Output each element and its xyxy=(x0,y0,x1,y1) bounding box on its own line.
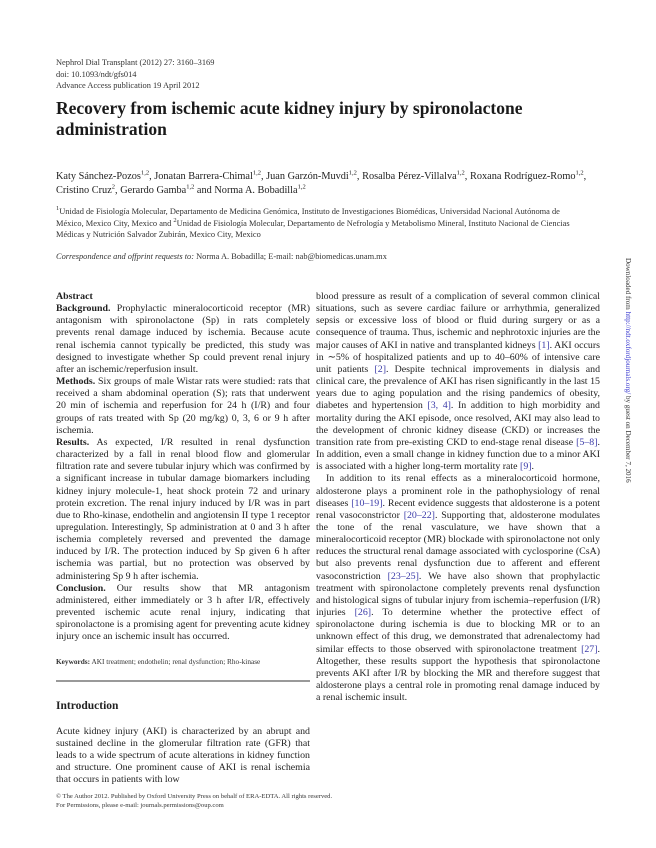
citation-link[interactable]: [20–22] xyxy=(403,509,435,521)
body-text: . Recent evidence suggests that aldosterone is a potent renal vasoconstrictor xyxy=(316,497,601,521)
correspondence-text: Norma A. Bobadilla; E-mail: nab@biomedicas.unam.mx xyxy=(194,252,387,261)
article-title: Recovery from ischemic acute kidney injury by spironolactone administration xyxy=(56,98,523,139)
body-text: . We have also shown that prophylactic treatment with spironolactone completely prevents renal dysfunction and histological signs of tubular injury from ischemia–reperfusion (I/R) injuries xyxy=(316,570,600,619)
background-text: Prophylactic mineralocorticoid receptor (MR) antagonism with spironolactone (Sp) in rats completely prevents renal damage induced by ischemia. Because acute renal ischemia cannot typically be predicted, this study was designed to investigate whether Sp could prevent renal injury after an ischemic/reperfusion insult. xyxy=(56,303,310,375)
correspondence xyxy=(56,252,387,261)
keywords-text: AKI treatment; endothelin; renal dysfunction; Rho-kinase xyxy=(90,656,261,666)
intro-paragraph xyxy=(316,473,600,704)
footer xyxy=(56,792,332,810)
author-affil-marker: 1,2 xyxy=(140,169,150,177)
results-label: Results. xyxy=(56,436,90,448)
citation-link[interactable]: [9] xyxy=(520,461,532,473)
body-text: blood pressure as result of a complication of several common clinical situations, such as severe cardiac failure or arrhythmia, generalized sepsis or excessive loss of blood or fluid during surgery or as a consequence of trauma. Thus, ischemic and nephrotoxic injuries are the major causes of AKI in native and transplanted kidneys xyxy=(316,291,600,351)
intro-paragraph xyxy=(316,291,600,473)
author-affil-marker: 1,2 xyxy=(456,169,465,177)
journal-header xyxy=(56,57,214,92)
left-column xyxy=(56,291,310,787)
abstract-heading: Abstract xyxy=(56,291,93,302)
body-text: . Altogether, these results support the hypothesis that spironolactone prevents AKI after I/R by blocking the MR and therefore suggest that aldosterone plays a central role in promoting renal damage induced by a renal ischemic insult. xyxy=(316,643,600,704)
doi: doi: 10.1093/ndt/gfs014 xyxy=(56,69,137,79)
body-text: In addition to its renal effects as a mineralocorticoid hormone, aldosterone plays a prominent role in the pathophysiology of renal diseases xyxy=(316,473,600,509)
keywords-label: Keywords: xyxy=(56,656,91,666)
advance-access: Advance Access publication 19 April 2012 xyxy=(56,81,200,91)
body-text: . In addition, even a small change in kidney function due to a minor AKI is associated with a higher long-term mortality rate xyxy=(316,436,600,473)
author-affil-marker: 2 xyxy=(111,183,116,191)
citation-link[interactable]: [10–19] xyxy=(351,497,383,509)
journal-citation: Nephrol Dial Transplant (2012) 27: 3160–3169 xyxy=(56,58,215,67)
permissions: For Permissions, please e-mail: journals.permissions@oup.com xyxy=(56,802,224,809)
author-name: Jonatan Barrera-Chimal xyxy=(154,171,253,182)
correspondence-label: Correspondence and offprint requests to: xyxy=(56,252,195,261)
methods-text: Six groups of male Wistar rats were studied: rats that received a sham abdominal operation (S); rats that underwent 20 min of ischemia and reperfusion for 24 h (I/R) and four groups of rats treated with Sp (20 mg/kg) 0, 3, 6 or 9 h after ischemia. xyxy=(56,376,310,436)
citation-link[interactable]: [2] xyxy=(374,363,386,375)
citation-link[interactable]: [1] xyxy=(538,339,550,351)
citation-link[interactable]: [3, 4] xyxy=(427,400,451,412)
author-affil-marker: 1,2 xyxy=(297,183,306,191)
author-name: Juan Garzón-Muvdi xyxy=(266,171,349,182)
intro-paragraph: Acute kidney injury (AKI) is characterized by an abrupt and sustained decline in the glomerular filtration rate (GFR) that leads to a wide spectrum of acute alterations in kidney function and structure. One prominent cause of AKI is renal ischemia that occurs in patients with low xyxy=(56,725,310,786)
citation-link[interactable]: [26] xyxy=(354,607,372,619)
conclusion-text: Our results show that MR antagonism administered, either immediately or 3 h after I/R, effectively prevented ischemic acute renal injury, indicating that spironolactone is a promising agent for preventing acute kidney injury once an ischemic insult has occurred. xyxy=(56,582,310,643)
background-label: Background. xyxy=(56,303,111,315)
author-name: Cristino Cruz xyxy=(56,185,112,196)
introduction-heading: Introduction xyxy=(56,699,119,712)
abstract-methods xyxy=(56,376,310,437)
affiliation-1: Unidad de Fisiología Molecular, Departamento de Medicina Genómica, Instituto de Investigaciones Biomédicas, Universidad Nacional Autónoma de México, Mexico City, Mexico and xyxy=(56,207,560,228)
author-affil-marker: 1,2 xyxy=(575,169,584,177)
author-name: Gerardo Gamba xyxy=(120,185,187,196)
abstract-results xyxy=(56,437,310,583)
abstract-background xyxy=(56,303,310,376)
author-list: Katy Sánchez-Pozos$^{1,2}$, Jonatan Barrera-Chimal$^{1,2}$, Juan Garzón-Muvdi$^{1,2}$, Rosalba Pérez-Villalva$^{1,2}$, Roxana Rodríguez-Romo$^{1,2}$, Cristino Cruz$^2$, Gerardo Gamba$^{1,2}$ and Norma A. Bobadilla$^{1,2}$ xyxy=(56,169,587,196)
methods-label: Methods. xyxy=(56,376,96,388)
section-divider xyxy=(56,680,310,682)
affiliations xyxy=(56,206,586,241)
author-name: Rosalba Pérez-Villalva xyxy=(362,171,457,182)
author-affil-marker: 1,2 xyxy=(348,169,357,177)
affil-marker: 2 xyxy=(173,216,177,224)
author-affil-marker: 1,2 xyxy=(186,183,195,191)
author-name: Katy Sánchez-Pozos xyxy=(56,171,141,182)
author-name: Norma A. Bobadilla xyxy=(214,185,298,196)
abstract-conclusion xyxy=(56,583,310,644)
copyright: © The Author 2012. Published by Oxford University Press on behalf of ERA-EDTA. All rights reserved. xyxy=(56,793,333,800)
author-affil-marker: 1,2 xyxy=(252,169,261,177)
body-text: . xyxy=(531,461,535,473)
body-text: . To determine whether the protective effect of spironolactone during ischemia is due to blocking MR or to an unknown effect of this drug, we demonstrated that adrenalectomy had similar effects to those observed with spironolactone treatment xyxy=(316,607,600,655)
journal-link[interactable]: http://ndt.oxfordjournals.org/ xyxy=(624,311,632,395)
results-text: As expected, I/R resulted in renal dysfunction characterized by a fall in renal blood flow and glomerular filtration rate and severe tubular injury which was confirmed by a significant increase in tubular damage biomarkers including kidney injury molecule-1, heat shock protein 72 and urinary protein excretion. The renal injury induced by I/R was in part due to Rho-kinase, endothelin and angiotensin II type 1 receptor upregulation. Interestingly, Sp administration at 0 and 3 h after ischemia completely reversed and prevented the damage induced by I/R. The protection induced by Sp given 6 h after ischemia was partial, but no protection was observed by administering Sp 9 h after ischemia. xyxy=(56,436,310,582)
author-name: Roxana Rodríguez-Romo xyxy=(469,171,576,182)
affil-marker: 1 xyxy=(56,205,60,213)
body-text: . Despite technical improvements in dialysis and clinical care, the prevalence of AKI has risen significantly in the last 15 years due to aging population and the rising pandemics of obesity, diabetes and hypertension xyxy=(316,363,601,412)
affiliation-2: Unidad de Fisiología Molecular, Departamento de Nefrología y Metabolismo Mineral, Instituto Nacional de Ciencias Médicas y Nutrición Salvador Zubirán, Mexico City, Mexico xyxy=(56,218,570,240)
conclusion-label: Conclusion. xyxy=(56,582,106,594)
citation-link[interactable]: [27] xyxy=(581,643,598,655)
body-text: . Supporting that, aldosterone modulates the tone of the renal vasculature, we have shown that a mineralocorticoid receptor (MR) blockade with spironolactone not only reduces the structural renal damage associated with cyclosporine (CsA) but also prevents renal dysfunction due to afferent and efferent vasoconstriction xyxy=(316,509,600,582)
body-text: . AKI occurs in ∼5% of hospitalized patients and up to 40–60% of intensive care unit patients xyxy=(316,339,601,375)
download-suffix: by guest on December 7, 2016 xyxy=(624,394,632,483)
download-note xyxy=(624,258,632,483)
keywords xyxy=(56,656,310,668)
right-column xyxy=(316,291,600,704)
citation-link[interactable]: [5–8] xyxy=(576,436,598,448)
download-prefix: Downloaded from xyxy=(624,258,632,312)
citation-link[interactable]: [23–25] xyxy=(387,570,419,582)
body-text: . In addition to high morbidity and mortality during the AKI episode, once resolved, AKI may also lead to the development of chronic kidney disease (CKD) or increases the transition rate from pre-existing CKD to end-stage renal disease xyxy=(316,400,600,448)
